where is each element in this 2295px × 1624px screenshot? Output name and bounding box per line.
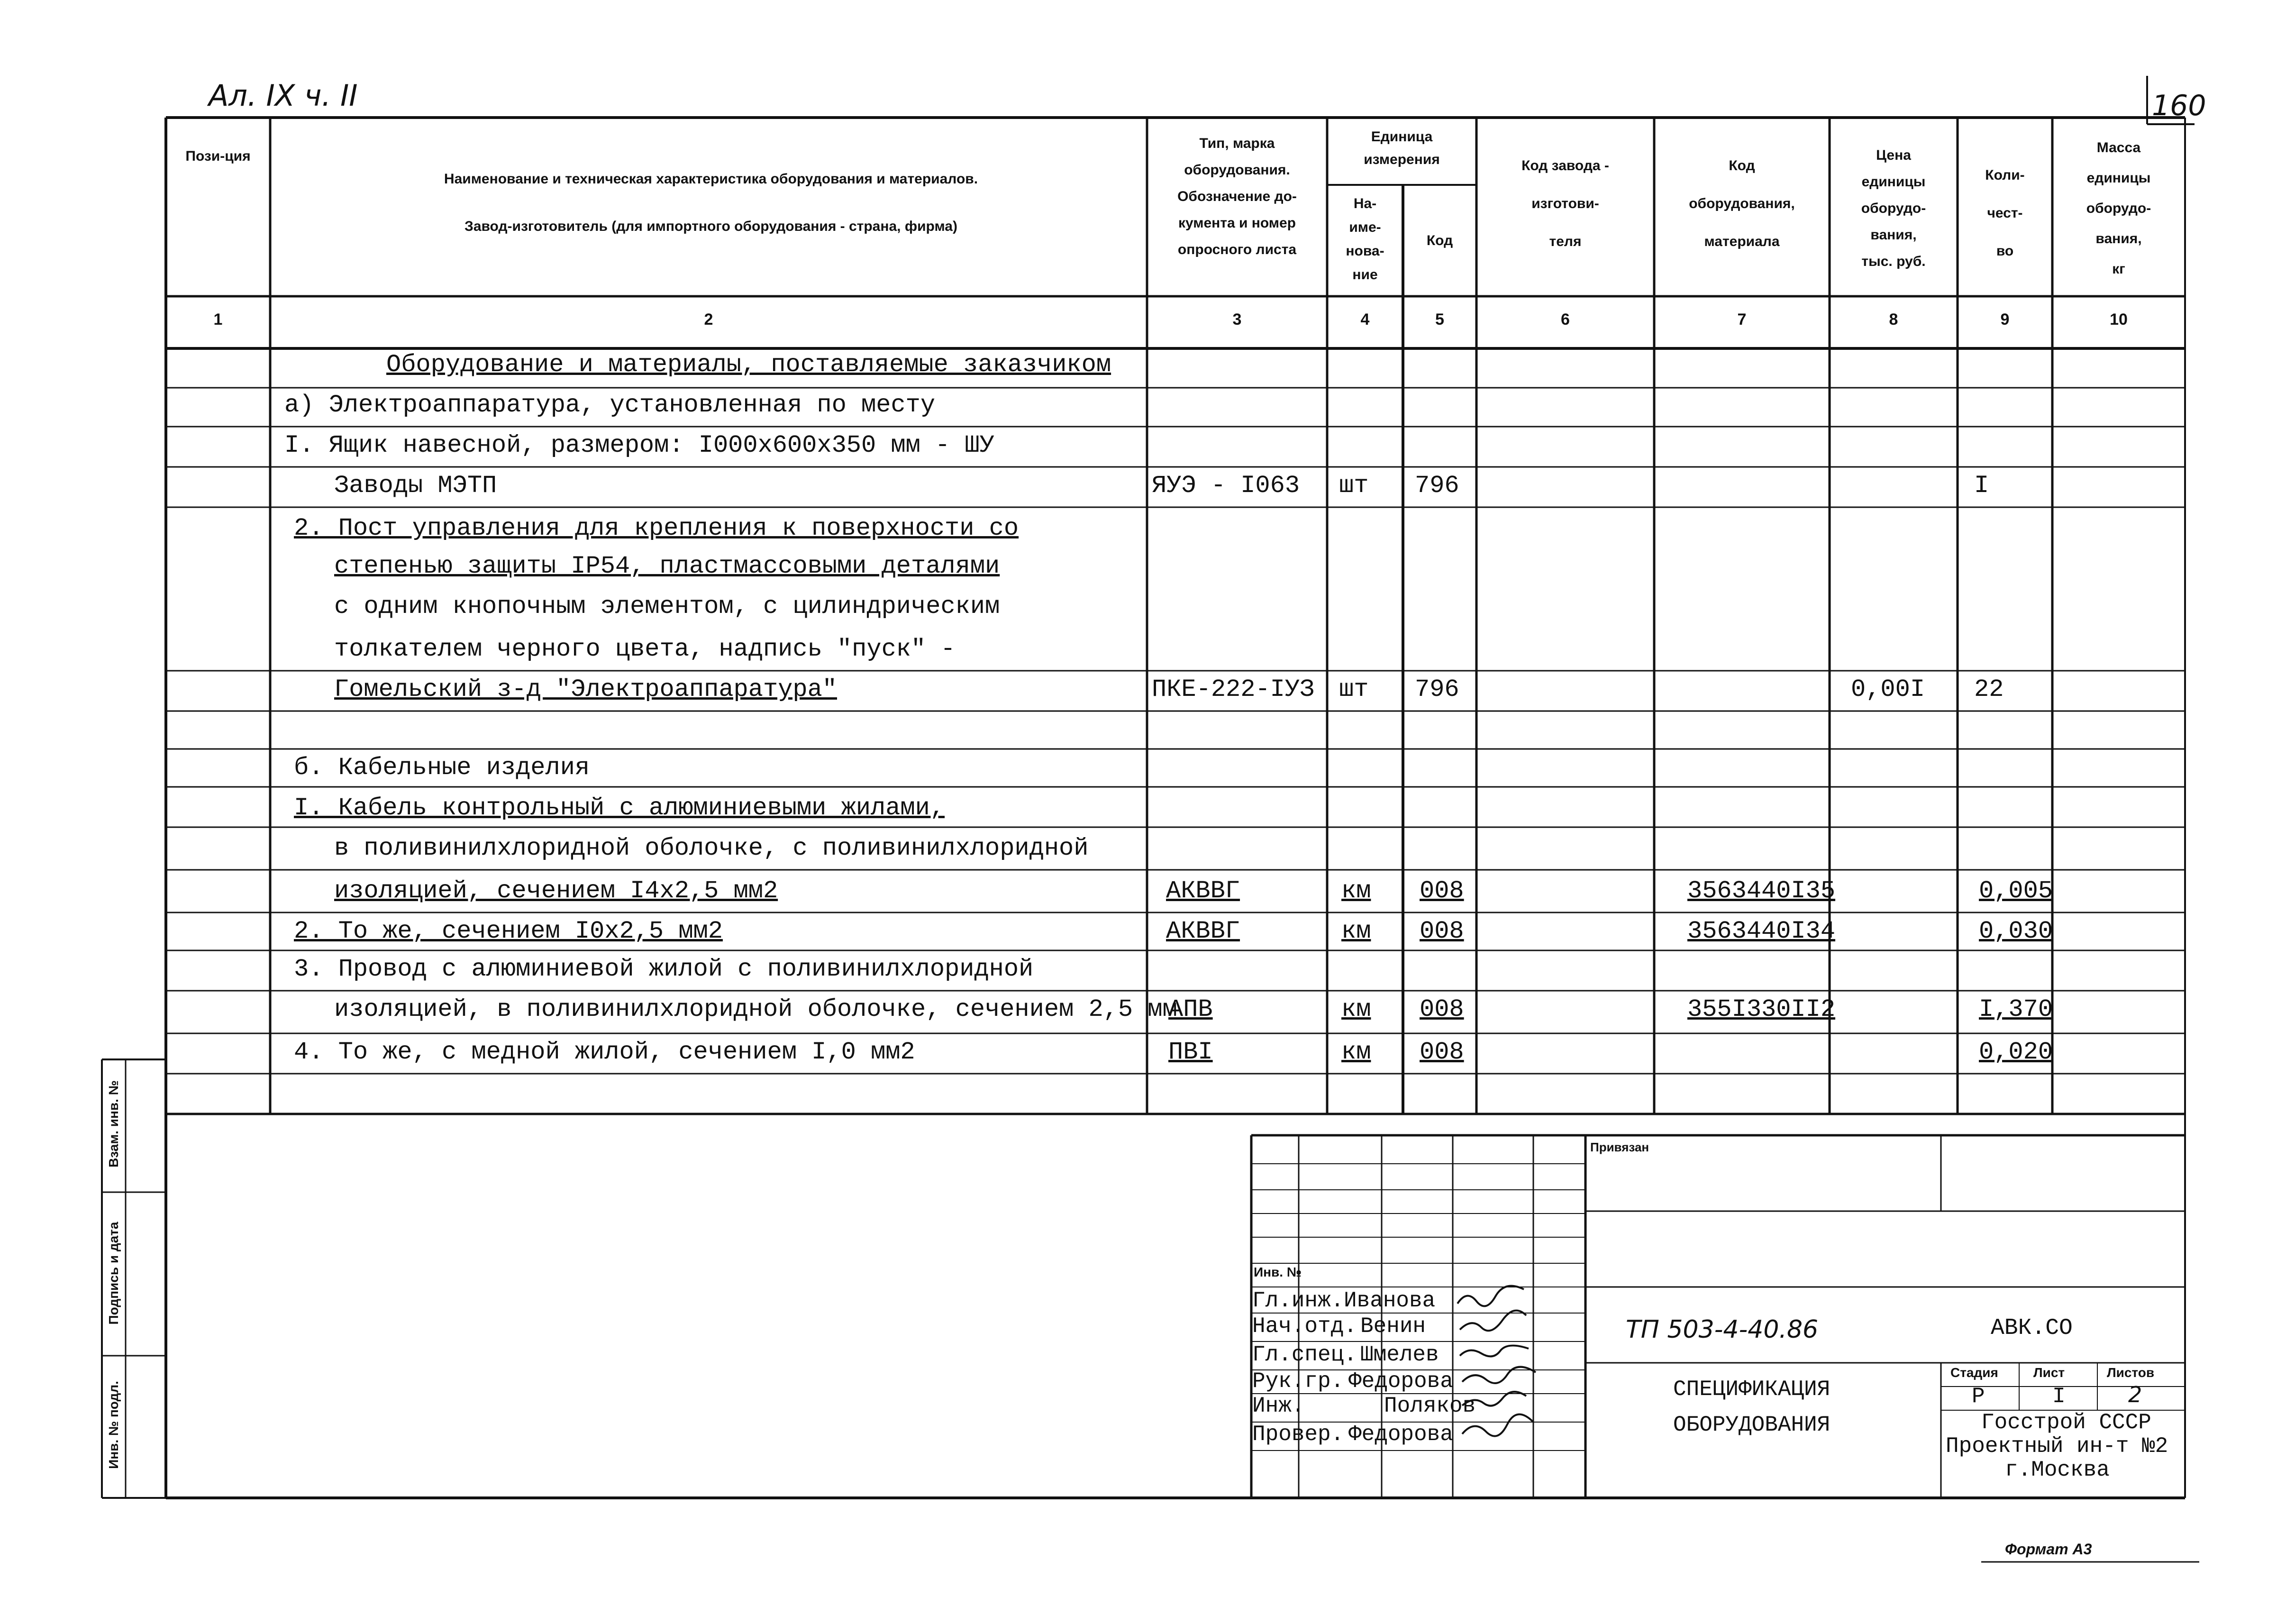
org-line3: г.Москва — [2005, 1458, 2110, 1482]
row-type: АПВ — [1168, 995, 1213, 1023]
page-number: 160 — [2152, 89, 2206, 122]
doc-mark: АВК.СО — [1991, 1315, 2073, 1341]
row-equipment-code: 3563440I35 — [1687, 877, 1836, 905]
row-type: АКВВГ — [1166, 917, 1240, 945]
header-position: Пози-ция — [185, 148, 251, 164]
header-unit-code: Код — [1426, 233, 1453, 248]
header-name-line2: Завод-изготовитель (для импортного оборудования - страна, фирма) — [464, 219, 957, 234]
row-unit-code: 796 — [1415, 675, 1459, 703]
row-equipment-code: 355I330II2 — [1687, 995, 1836, 1023]
header-quantity: Коли- чест- во — [1985, 167, 2025, 259]
row-unit: шт — [1339, 472, 1369, 500]
signer-role: Гл.спец. — [1252, 1342, 1357, 1367]
col-number-3: 3 — [1232, 310, 1242, 328]
row-unit-code: 008 — [1420, 877, 1464, 905]
header-equipment-code: Код оборудования, материала — [1689, 158, 1795, 249]
col-number-2: 2 — [704, 310, 713, 328]
sheet-value: I — [2052, 1384, 2066, 1409]
col-number-10: 10 — [2110, 310, 2128, 328]
row-name: I. Кабель контрольный с алюминиевыми жилами, — [294, 794, 945, 822]
signer-name: Иванова — [1344, 1288, 1436, 1313]
format-label: Формат А3 — [2005, 1541, 2092, 1558]
row-qty: I,370 — [1979, 995, 2053, 1023]
doc-title-line2: ОБОРУДОВАНИЯ — [1673, 1413, 1831, 1437]
signer-role: Рук.гр. — [1252, 1369, 1344, 1394]
side-stamp-inv-podl: Инв. № подл. — [106, 1381, 121, 1469]
signer-name: Поляков — [1384, 1394, 1476, 1418]
row-unit-code: 008 — [1420, 995, 1464, 1023]
col-number-6: 6 — [1561, 310, 1570, 328]
stage-value: Р — [1972, 1384, 1985, 1409]
sheets-label: Листов — [2107, 1365, 2155, 1380]
row-unit-code: 796 — [1415, 472, 1459, 500]
col-number-1: 1 — [213, 310, 223, 328]
signer-role: Нач.отд. — [1252, 1314, 1357, 1339]
row-name: 4. То же, с медной жилой, сечением I,0 мм2 — [294, 1038, 915, 1066]
inv-no-label: Инв. № — [1254, 1265, 1302, 1279]
row-type: ПКЕ-222-IУЗ — [1152, 675, 1315, 703]
row-unit: км — [1341, 917, 1371, 945]
sheet-label: Лист — [2033, 1365, 2065, 1380]
org-line1: Госстрой СССР — [1981, 1410, 2151, 1435]
signatures — [1453, 1285, 1538, 1451]
header-name-line1: Наименование и техническая характеристика оборудования и материалов. — [444, 171, 978, 187]
row-name: б. Кабельные изделия — [294, 754, 590, 782]
signer-name: Федорова — [1348, 1422, 1453, 1447]
row-type: АКВВГ — [1166, 877, 1240, 905]
row-name: толкателем черного цвета, надпись "пуск" - — [334, 635, 956, 663]
row-name: Заводы МЭТП — [334, 472, 497, 500]
signer-name: Шмелев — [1360, 1342, 1439, 1367]
sheets-value: 2 — [2128, 1382, 2142, 1407]
privyazan-label: Привязан — [1590, 1140, 1649, 1154]
row-unit: км — [1341, 1038, 1371, 1066]
signer-role: Провер. — [1252, 1422, 1344, 1447]
header-unit-name: На- име- нова- ние — [1346, 196, 1384, 283]
signer-role: Инж. — [1252, 1394, 1305, 1418]
signer-name: Федорова — [1348, 1369, 1453, 1394]
row-qty: 22 — [1974, 675, 2004, 703]
row-name: степенью защиты IP54, пластмассовыми деталями — [334, 552, 1000, 580]
side-stamp-podpis: Подпись и дата — [106, 1222, 121, 1325]
col-number-5: 5 — [1435, 310, 1444, 328]
signer-name: Венин — [1360, 1314, 1426, 1339]
row-equipment-code: 3563440I34 — [1687, 917, 1836, 945]
row-name: Гомельский з-д "Электроаппаратура" — [334, 675, 837, 703]
col-number-8: 8 — [1889, 310, 1898, 328]
row-type: ЯУЭ - I063 — [1152, 472, 1300, 500]
row-qty: 0,005 — [1979, 877, 2053, 905]
row-name: изоляцией, сечением I4x2,5 мм2 — [334, 877, 778, 905]
row-unit-code: 008 — [1420, 917, 1464, 945]
row-name: изоляцией, в поливинилхлоридной оболочке, сечением 2,5 мм — [334, 995, 1177, 1023]
corner-note: Ал. IX ч. II — [209, 78, 358, 113]
row-name: в поливинилхлоридной оболочке, с поливинилхлоридной — [334, 834, 1089, 862]
row-unit: км — [1341, 995, 1371, 1023]
header-unit-group: Единица измерения — [1364, 129, 1440, 167]
row-name: 2. Пост управления для крепления к поверхности со — [294, 514, 1019, 542]
side-stamp-vzam: Взам. инв. № — [106, 1080, 121, 1168]
org-line2: Проектный ин-т №2 — [1946, 1434, 2168, 1459]
header-price: Цена единицы оборудо- вания, тыс. руб. — [1861, 147, 1926, 269]
row-type: ПВI — [1168, 1038, 1213, 1066]
row-qty: I — [1974, 472, 1989, 500]
col-number-7: 7 — [1737, 310, 1747, 328]
row-name: с одним кнопочным элементом, с цилиндрическим — [334, 593, 1000, 620]
section-title: Оборудование и материалы, поставляемые заказчиком — [386, 351, 1111, 379]
row-name: 2. То же, сечением I0x2,5 мм2 — [294, 917, 723, 945]
row-qty: 0,020 — [1979, 1038, 2053, 1066]
header-manufacturer-code: Код завода - изготови- теля — [1521, 158, 1609, 249]
signer-role: Гл.инж. — [1252, 1288, 1344, 1313]
header-type: Тип, марка оборудования. Обозначение до- кумента и номер опросного листа — [1177, 136, 1297, 257]
row-price: 0,00I — [1851, 675, 1925, 703]
header-mass: Масса единицы оборудо- вания, кг — [2086, 140, 2151, 277]
row-qty: 0,030 — [1979, 917, 2053, 945]
row-name: I. Ящик навесной, размером: I000x600x350 мм - ШУ — [284, 431, 994, 459]
row-unit: км — [1341, 877, 1371, 905]
row-unit: шт — [1339, 675, 1369, 703]
col-number-9: 9 — [2000, 310, 2010, 328]
row-name: а) Электроаппаратура, установленная по месту — [284, 391, 936, 419]
row-unit-code: 008 — [1420, 1038, 1464, 1066]
col-number-4: 4 — [1360, 310, 1370, 328]
stage-label: Стадия — [1950, 1365, 1998, 1380]
doc-title-line1: СПЕЦИФИКАЦИЯ — [1673, 1377, 1831, 1402]
doc-code: ТП 503-4-40.86 — [1626, 1315, 1819, 1344]
row-name: 3. Провод с алюминиевой жилой с поливинилхлоридной — [294, 955, 1034, 983]
